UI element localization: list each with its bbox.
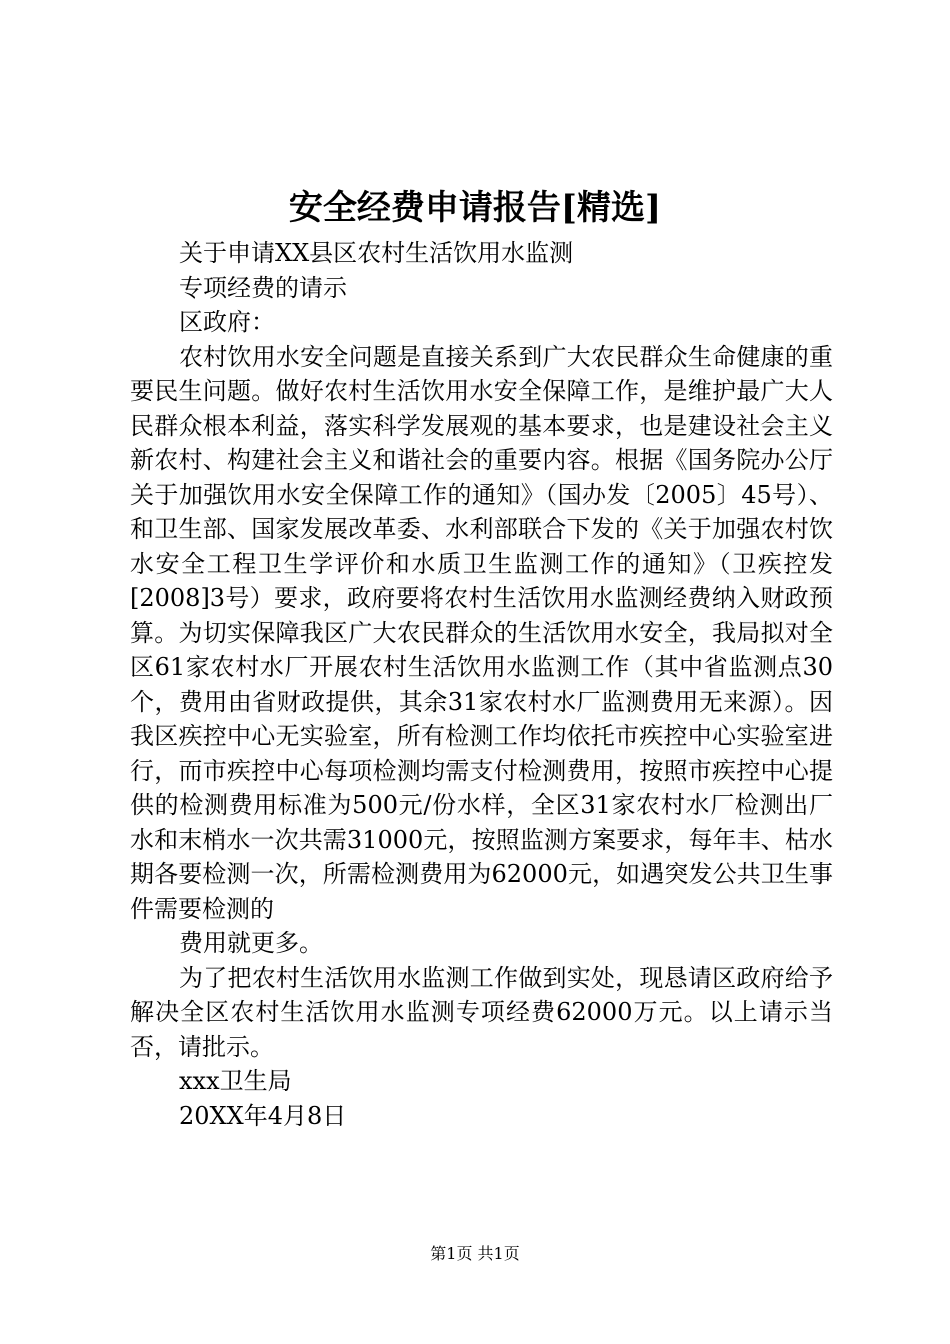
signature: xxx卫生局 [179, 1067, 292, 1095]
paragraph-2: 为了把农村生活饮用水监测工作做到实处，现恳请区政府给予解决全区农村生活饮用水监测专项经费62000万元。以上请示当否，请批示。 [130, 963, 833, 1061]
date: 20XX年4月8日 [179, 1101, 347, 1130]
heading-line-1: 关于申请XX县区农村生活饮用水监测 [179, 239, 574, 267]
salutation: 区政府： [179, 308, 275, 336]
page-footer: 第1页 共1页 [430, 1244, 520, 1263]
heading-line-2: 专项经费的请示 [179, 273, 347, 302]
paragraph-1-continuation: 费用就更多。 [179, 929, 323, 957]
paragraph-1: 农村饮用水安全问题是直接关系到广大农民群众生命健康的重要民生问题。做好农村生活饮用水安全保障工作，是维护最广大人民群众根本利益，落实科学发展观的基本要求，也是建设社会主义新农村、构建社会主义和谐社会的重要内容。根据《国务院办公厅关于加强饮用水安全保障工作的通知》（国办发〔2005〕45号）、和卫生部、国家发展改革委、水利部联合下发的《关于加强农村饮水安全工程卫生学评价和水质卫生监测工作的通知》（卫疾控发[2008]3号）要求，政府要将农村生活饮用水监测经费纳入财政预算。为切实保障我区广大农民群众的生活饮用水安全，我局拟对全区61家农村水厂开展农村生活饮用水监测工作（其中省监测点30个，费用由省财政提供，其余31家农村水厂监测费用无来源）。因我区疾控中心无实验室，所有检测工作均依托市疾控中心实验室进行，而市疾控中心每项检测均需支付检测费用，按照市疾控中心提供的检测费用标准为500元/份水样，全区31家农村水厂检测出厂水和末梢水一次共需31000元，按照监测方案要求，每年丰、枯水期各要检测一次，所需检测费用为62000元，如遇突发公共卫生事件需要检测的 [130, 342, 833, 923]
document-title: 安全经费申请报告[精选] [288, 188, 662, 228]
document-body [130, 236, 833, 1133]
